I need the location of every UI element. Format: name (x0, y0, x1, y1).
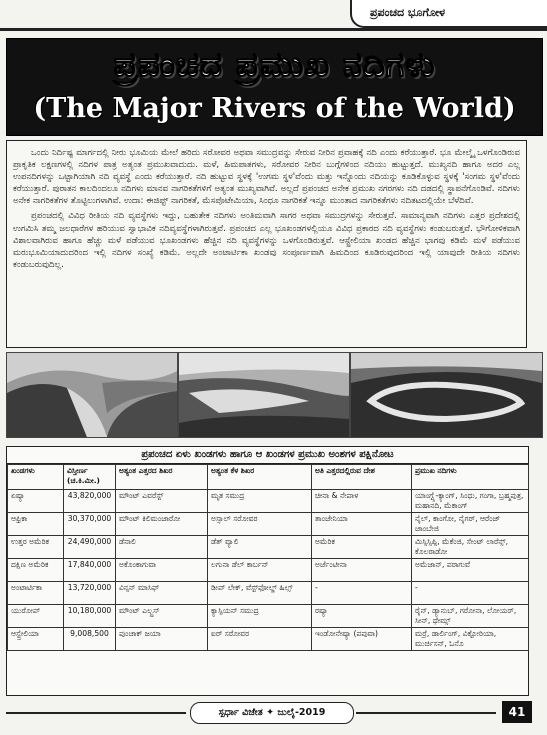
table-row (8, 605, 529, 628)
table-row (8, 513, 529, 536)
table-cell: ಅಸ್ಸಾಲ್ ಸರೋವರ (208, 513, 312, 536)
table-cell: ಅಕೊಂಕಾಗುವಾ (116, 559, 208, 582)
table-row (8, 628, 529, 651)
title-kannada: ಪ್ರಪಂಚದ ಪ್ರಮುಖ ನದಿಗಳು (113, 45, 436, 85)
table-cell: ರೈನ್, ಡ್ಯಾನುಬ್, ಗರೋನಾ, ಲೋಯರ್, ಸೀನ್, ಥೇಮ್ಸ್ (412, 605, 529, 628)
intro-paragraph-1: ಒಂದು ನಿರ್ದಿಷ್ಟ ಮಾರ್ಗದಲ್ಲಿ ನೀರು ಭೂಮಿಯ ಮೇಲೆ ಹರಿದು ಸರೋವರ ಅಥವಾ ಸಮುದ್ರವನ್ನು ಸೇರುವ ನೀರಿನ ಪ್ರವಾಹಕ್ಕೆ ನದಿ ಎಂದು ಕರೆಯುತ್ತಾರೆ. ಭೂ ಮೇಲ್ಮೈ ಒಳಗೊಂಡಿರುವ ಪ್ರಾಕೃತಿಕ ಲಕ್ಷಣಗಳಲ್ಲಿ ನದಿಗಳ ಪಾತ್ರ ಅತ್ಯಂತ ಪ್ರಮುಖವಾದುದು. ಮಳೆ, ಹಿಮಪಾತಗಳು, ಸರೋವರ ನೀರಿನ ಬುಗ್ಗೆಗಳಿಂದ ನದಿಯು ಹುಟ್ಟುತ್ತದೆ. ಮುಖ್ಯನದಿ ಹಾಗೂ ಅದರ ಎಲ್ಲ ಉಪನದಿಗಳನ್ನು ಒಟ್ಟಾಗಿಯಾಗಿ ನದಿ ವ್ಯವಸ್ಥೆ ಎಂದು ಕರೆಯುತ್ತಾರೆ. ನದಿ ಹುಟ್ಟುವ ಸ್ಥಳಕ್ಕೆ 'ಉಗಮ ಸ್ಥಳ'ವೆಂದು ಮತ್ತು ಇನ್ನೊಂದು ನದಿಯನ್ನು ಕೂಡಿಕೊಳ್ಳುವ ಸ್ಥಳಕ್ಕೆ 'ಸಂಗಮ ಸ್ಥಳ'ವೆಂದು ಕರೆಯುತ್ತಾರೆ. ಪುರಾತನ ಕಾಲದಿಂದಲೂ ನದಿಗಳು ಮಾನವ ನಾಗರಿಕತೆಗಳಿಗೆ ಅತ್ಯಂತ ಮುಖ್ಯವಾಗಿವೆ. ಅಲ್ಲದೆ ಪ್ರಪಂಚದ ಅನೇಕ ಪ್ರಮುಖ ನಗರಗಳು ನದಿ ದಡದಲ್ಲಿ ಸ್ಥಾಪನೆಗೊಂಡಿವೆ. ನದಿಗಳು ಅನೇಕ ನಾಗರಿಕತೆಗಳ ತೊಟ್ಟಿಲುಗಳಾಗಿವೆ. ಉದಾ: ಈಜಿಪ್ಟ್ ನಾಗರಿಕತೆ, ಮೆಸಪೊಟೇಮಿಯಾ, ಸಿಂಧೂ ನಾಗರಿಕತೆ ಇನ್ನೂ ಮುಂತಾದ ನಾಗರಿಕತೆಗಳು ನದಿತಟದಲ್ಲಿಯೇ ಬೆಳೆದಿವೆ. (13, 148, 520, 207)
title-english: (The Major Rivers of the World) (33, 93, 516, 124)
table-cell: ಡೆನಾಲಿ (116, 536, 208, 559)
table-cell: ಮೌಂಟ್ ಎಲ್ಬ್ರಸ್ (116, 605, 208, 628)
table-cell: ಅರ್ಜೆಂಟೀನಾ (312, 559, 412, 582)
table-cell: ರಷ್ಯಾ (312, 605, 412, 628)
table-cell: ಏಷ್ಯಾ (8, 490, 64, 513)
table-cell: ನೈಲ್, ಕಾಂಗೋ, ನೈಗರ್, ಆರೆಂಜ್ ಜಾಂಬೇಜಿ (412, 513, 529, 536)
table-cell: ಯುರೋಪ್ (8, 605, 64, 628)
title-banner (6, 38, 543, 136)
table-cell: 13,720,000 (64, 582, 116, 605)
col-header: ಪ್ರಮುಖ ನದಿಗಳು (412, 465, 529, 490)
table-cell: ಯಾಂಗ್ಟ್ಸೆ-ಕ್ಯಾಂಗ್, ಸಿಂಧು, ಗಂಗಾ, ಬ್ರಹ್ಮಪುತ್ರ, ಮಹಾನದಿ, ಮೆಕಾಂಗ್ (412, 490, 529, 513)
header-rule (0, 28, 547, 31)
col-header: ಅತ್ಯಂತ ಕೆಳ ಶಿಖರ (208, 465, 312, 490)
table-cell: ಅಮೆರಿಕ (312, 536, 412, 559)
footer-rule-left (6, 712, 186, 714)
magazine-footer: ಸ್ಪರ್ಧಾ ವಿಜೇತ ✦ ಜುಲೈ-2019 (190, 702, 354, 724)
table-cell: ಮೃತ ಸಮುದ್ರ (208, 490, 312, 513)
table-cell: ಪುಂಚಾಕ್ ಜಯಾ (116, 628, 208, 651)
section-tab (350, 0, 547, 28)
table-cell: ಲಗುನಾ ಡೆಲ್ ಕಾರ್ಬನ್ (208, 559, 312, 582)
intro-text-box (6, 140, 527, 348)
col-header: ವಿಸ್ತೀರ್ಣ (ಚ.ಕಿ.ಮೀ.) (64, 465, 116, 490)
table-row (8, 582, 529, 605)
river-photo-delta (178, 352, 350, 438)
table-cell: ಮರ್ರೆ, ಡಾರ್ಲಿಂಗ್, ವಿಕ್ಟೋರಿಯಾ, ಮುರ್ಚಿಸನ್, ಓನೊ (412, 628, 529, 651)
page-number: 41 (502, 701, 532, 723)
table-title: ಪ್ರಪಂಚದ ಏಳು ಖಂಡಗಳು ಹಾಗೂ ಆ ಖಂಡಗಳ ಪ್ರಮುಖ ಅಂಶಗಳ ಪಕ್ಷಿನೋಟ (7, 447, 528, 464)
table-cell: ದಕ್ಷಿಣ ಅಮೆರಿಕ (8, 559, 64, 582)
col-header: ಖಂಡಗಳು (8, 465, 64, 490)
table-cell: 30,370,000 (64, 513, 116, 536)
table-cell: ಇಂಡೋನೇಷ್ಯಾ (ಪಪುವಾ) (312, 628, 412, 651)
table-cell: ಆಸ್ಟ್ರೇಲಿಯಾ (8, 628, 64, 651)
table-row (8, 559, 529, 582)
table-cell: ಮಿಸ್ಸಿಸ್ಸಿಪ್ಪಿ, ಮೆಕೆಂಜಿ, ಸೇಂಟ್ ಲಾರೆನ್ಸ್, ಕೊಲರಾಡೋ (412, 536, 529, 559)
table-cell: - (312, 582, 412, 605)
table-row (8, 490, 529, 513)
table-cell: ವಿನ್ಸನ್ ಮಾಸಿಫ್ (116, 582, 208, 605)
intro-paragraph-2: ಪ್ರಪಂಚದಲ್ಲಿ ವಿವಿಧ ರೀತಿಯ ನದಿ ವ್ಯವಸ್ಥೆಗಳು ಇದ್ದು, ಬಹುತೇಕ ನದಿಗಳು ಅಂತಿಮವಾಗಿ ಸಾಗರ ಅಥವಾ ಸಮುದ್ರಗಳನ್ನು ಸೇರುತ್ತವೆ. ಸಾಮಾನ್ಯವಾಗಿ ನದಿಗಳು ಎತ್ತರ ಪ್ರದೇಶದಲ್ಲಿ ಉಗಮಿಸಿ ತಮ್ಮ ಜಲಧಾರೆಗಳ ಹರಿಯುವ ಸ್ವಾಭಾವಿಕ ನದಿವ್ಯವಸ್ಥೆಗಳಾಗಿರುತ್ತವೆ. ಪ್ರಪಂಚದ ಎಲ್ಲ ಭೂಖಂಡಗಳಲ್ಲಿಯೂ ವಿವಿಧ ಪ್ರಕಾರದ ನದಿ ವ್ಯವಸ್ಥೆಗಳು ಕಂಡುಬರುತ್ತವೆ. ಭೌಗೋಳಿಕವಾಗಿ ವಿಶಾಲವಾಗಿರುವ ಹಾಗೂ ಹೆಚ್ಚು ಮಳೆ ಪಡೆಯುವ ಭೂಖಂಡಗಳು ಹೆಚ್ಚಿನ ನದಿ ವ್ಯವಸ್ಥೆಗಳನ್ನು ಒಳಗೊಂಡಿರುತ್ತವೆ. ಆಸ್ಟ್ರೇಲಿಯಾ ಖಂಡದ ಹೆಚ್ಚಿನ ಭಾಗವು ಕಡಿಮೆ ಮಳೆ ಪಡೆಯುವ ಮರುಭೂಮಿಯಾದುದರಿಂದ ಇಲ್ಲಿ ನದಿಗಳ ಸಂಖ್ಯೆ ಕಡಿಮೆ. ಅಲ್ಲದೇ ಅಂಟಾರ್ಟಿಕಾ ಖಂಡವು ಸಂಪೂರ್ಣವಾಗಿ ಹಿಮದಿಂದ ಕೂಡಿರುವುದರಿಂದ ಇಲ್ಲಿ ಯಾವುದೇ ರೀತಿಯ ನದಿಗಳು ಕಂಡುಬರುವುದಿಲ್ಲ. (13, 211, 520, 270)
table-cell: ಅಂಟಾರ್ಟಿಕಾ (8, 582, 64, 605)
table-cell: ಉತ್ತರ ಅಮೆರಿಕ (8, 536, 64, 559)
table-row (8, 536, 529, 559)
table-cell: 10,180,000 (64, 605, 116, 628)
table-cell: ಮೌಂಟ್ ಎವರೆಸ್ಟ್ (116, 490, 208, 513)
section-title: ಪ್ರಪಂಚದ ಭೂಗೋಳ (370, 6, 445, 19)
table-header-row (8, 465, 529, 490)
river-photo-canyon (6, 352, 178, 438)
river-photo-strip (6, 352, 541, 436)
table-cell: ಚೀನಾ & ನೇಪಾಳ (312, 490, 412, 513)
table-cell: ಅಮೆಜಾನ್, ಪರಾಗುವೆ (412, 559, 529, 582)
col-header: ಅತಿ ಎತ್ತರದಲ್ಲಿರುವ ದೇಶ (312, 465, 412, 490)
col-header: ಅತ್ಯಂತ ಎತ್ತರದ ಶಿಖರ (116, 465, 208, 490)
table-cell: - (412, 582, 529, 605)
table-cell: 9,008,500 (64, 628, 116, 651)
continents-table (7, 464, 529, 651)
footer-rule-right (356, 712, 496, 714)
table-cell: ಡೀಪ್ ಲೇಕ್, ವೆಸ್ಟ್‌ಫೋಲ್ಡ್ ಹಿಲ್ಸ್ (208, 582, 312, 605)
river-photo-meander (350, 352, 543, 438)
table-cell: ಡೆತ್ ವ್ಯಾಲಿ (208, 536, 312, 559)
table-cell: 24,490,000 (64, 536, 116, 559)
continents-table-box (6, 446, 529, 696)
table-cell: ಮೌಂಟ್ ಕಿಲಿಮಂಜಾರೋ (116, 513, 208, 536)
table-cell: ತಾಂಜೇನಿಯಾ (312, 513, 412, 536)
table-cell: ಐರ್ ಸರೋವರ (208, 628, 312, 651)
table-cell: ಕ್ಯಾಸ್ಪಿಯನ್ ಸಮುದ್ರ (208, 605, 312, 628)
table-cell: 43,820,000 (64, 490, 116, 513)
table-cell: 17,840,000 (64, 559, 116, 582)
table-cell: ಆಫ್ರಿಕಾ (8, 513, 64, 536)
